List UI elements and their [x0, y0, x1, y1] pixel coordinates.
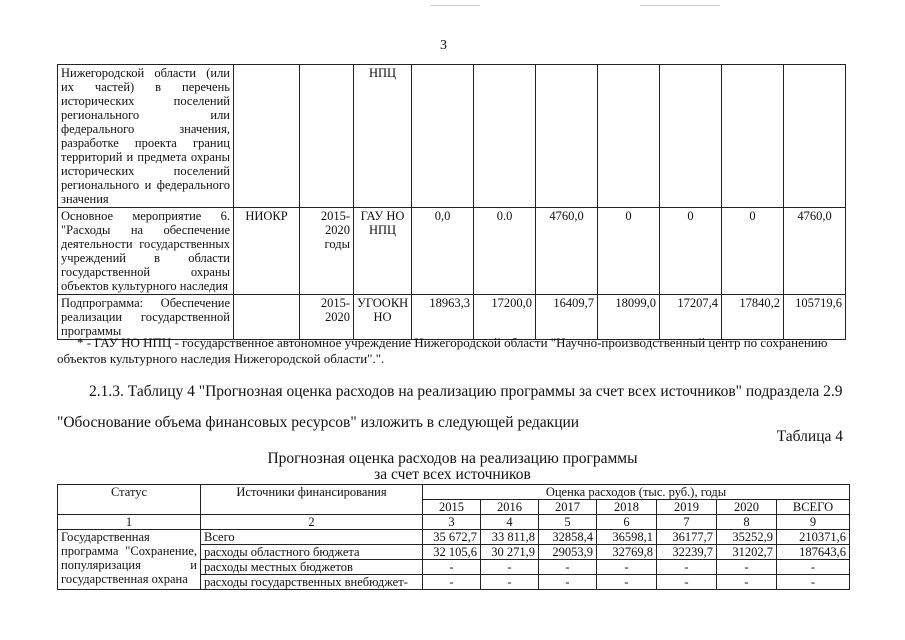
cell — [660, 65, 722, 208]
year-header: 2020 — [717, 500, 777, 515]
value-cell: - — [423, 575, 481, 590]
cell: 17840,2 — [722, 295, 784, 340]
col-number: 1 — [58, 515, 201, 530]
year-header: 2015 — [423, 500, 481, 515]
value-cell: - — [597, 560, 657, 575]
forecast-table — [57, 484, 850, 590]
value-cell: 32858,4 — [539, 530, 597, 545]
value-cell: - — [777, 575, 850, 590]
value-cell: - — [597, 575, 657, 590]
cell — [234, 65, 300, 208]
value-cell: - — [717, 560, 777, 575]
cell: 0.0 — [474, 208, 536, 295]
year-header: 2017 — [539, 500, 597, 515]
amendment-paragraph: 2.1.3. Таблицу 4 "Прогнозная оценка расходов на реализацию программы за счет всех источников" подраздела 2.9 "Обоснование объема финансовых ресурсов" изложить в следующей редакции — [57, 383, 843, 431]
value-cell: 32239,7 — [657, 545, 717, 560]
cell — [598, 65, 660, 208]
cell — [234, 295, 300, 340]
header-estimate: Оценка расходов (тыс. руб.), годы — [423, 485, 850, 500]
col-number: 4 — [481, 515, 539, 530]
cell: 4760,0 — [536, 208, 598, 295]
value-cell: - — [481, 575, 539, 590]
table-label: Таблица 4 — [776, 428, 843, 445]
header-status: Статус — [58, 485, 201, 515]
table-row — [58, 208, 846, 295]
value-cell: 31202,7 — [717, 545, 777, 560]
cell — [412, 65, 474, 208]
source-cell: расходы государственных внебюджет- — [201, 575, 423, 590]
cell: 2015-2020 годы — [300, 208, 354, 295]
year-header: 2018 — [597, 500, 657, 515]
cell: 4760,0 — [784, 208, 846, 295]
cell: НИОКР — [234, 208, 300, 295]
column-numbers-row — [58, 515, 850, 530]
cell: ГАУ НО НПЦ — [354, 208, 412, 295]
cell: НПЦ — [354, 65, 412, 208]
row-name: Нижегородской области (или их частей) в перечень исторических поселений регионального или федерального значения, разработке проекта границ территорий и предмета охраны исторических поселений регионального и федерального значения — [58, 65, 234, 208]
year-header: 2016 — [481, 500, 539, 515]
value-cell: - — [777, 560, 850, 575]
table-row — [58, 65, 846, 208]
value-cell: 36177,7 — [657, 530, 717, 545]
col-number: 8 — [717, 515, 777, 530]
value-cell: 210371,6 — [777, 530, 850, 545]
cell: 0 — [660, 208, 722, 295]
value-cell: - — [539, 560, 597, 575]
table-title — [0, 451, 905, 483]
cell: 105719,6 — [784, 295, 846, 340]
cell — [784, 65, 846, 208]
status-cell: Государственная программа "Сохранение, популяризация и государственная охрана — [58, 530, 201, 590]
cell — [722, 65, 784, 208]
table-row — [58, 530, 850, 545]
value-cell: 35252,9 — [717, 530, 777, 545]
measures-table — [57, 64, 846, 340]
cell — [536, 65, 598, 208]
value-cell: 33 811,8 — [481, 530, 539, 545]
value-cell: - — [657, 575, 717, 590]
cell: 0,0 — [412, 208, 474, 295]
cell: 17207,4 — [660, 295, 722, 340]
value-cell: 32 105,6 — [423, 545, 481, 560]
value-cell: - — [481, 560, 539, 575]
value-cell: 36598,1 — [597, 530, 657, 545]
col-number: 6 — [597, 515, 657, 530]
value-cell: 29053,9 — [539, 545, 597, 560]
year-header: 2019 — [657, 500, 717, 515]
value-cell: 32769,8 — [597, 545, 657, 560]
footnote: * - ГАУ НО НПЦ - государственное автономное учреждение Нижегородской области "Научно-производственный центр по сохранению объектов культурного наследия Нижегородской области".". — [57, 335, 828, 366]
value-cell: 30 271,9 — [481, 545, 539, 560]
source-cell: расходы местных бюджетов — [201, 560, 423, 575]
cell: 0 — [722, 208, 784, 295]
cell: 18963,3 — [412, 295, 474, 340]
value-cell: - — [539, 575, 597, 590]
source-cell: расходы областного бюджета — [201, 545, 423, 560]
header-sources: Источники финансирования — [201, 485, 423, 515]
col-number: 3 — [423, 515, 481, 530]
col-number: 7 — [657, 515, 717, 530]
col-number: 9 — [777, 515, 850, 530]
value-cell: 187643,6 — [777, 545, 850, 560]
col-number: 5 — [539, 515, 597, 530]
cell: 17200,0 — [474, 295, 536, 340]
row-name: Подпрограмма: Обеспечение реализации государственной программы — [58, 295, 234, 340]
table-title-line-2: за счет всех источников — [374, 466, 531, 483]
page-number: 3 — [440, 38, 447, 53]
col-number: 2 — [201, 515, 423, 530]
value-cell: - — [423, 560, 481, 575]
table-title-line-1: Прогнозная оценка расходов на реализацию программы — [267, 450, 638, 467]
cell: 0 — [598, 208, 660, 295]
value-cell: - — [717, 575, 777, 590]
cell: 16409,7 — [536, 295, 598, 340]
header-row — [58, 485, 850, 500]
value-cell: - — [657, 560, 717, 575]
cell: 2015-2020 — [300, 295, 354, 340]
table-row — [58, 295, 846, 340]
cell — [474, 65, 536, 208]
value-cell: 35 672,7 — [423, 530, 481, 545]
cell: УГООКН НО — [354, 295, 412, 340]
cell — [300, 65, 354, 208]
year-header: ВСЕГО — [777, 500, 850, 515]
source-cell: Всего — [201, 530, 423, 545]
cell: 18099,0 — [598, 295, 660, 340]
row-name: Основное мероприятие 6. "Расходы на обеспечение деятельности государственных учреждений в области государственной охраны объектов культурного наследия — [58, 208, 234, 295]
